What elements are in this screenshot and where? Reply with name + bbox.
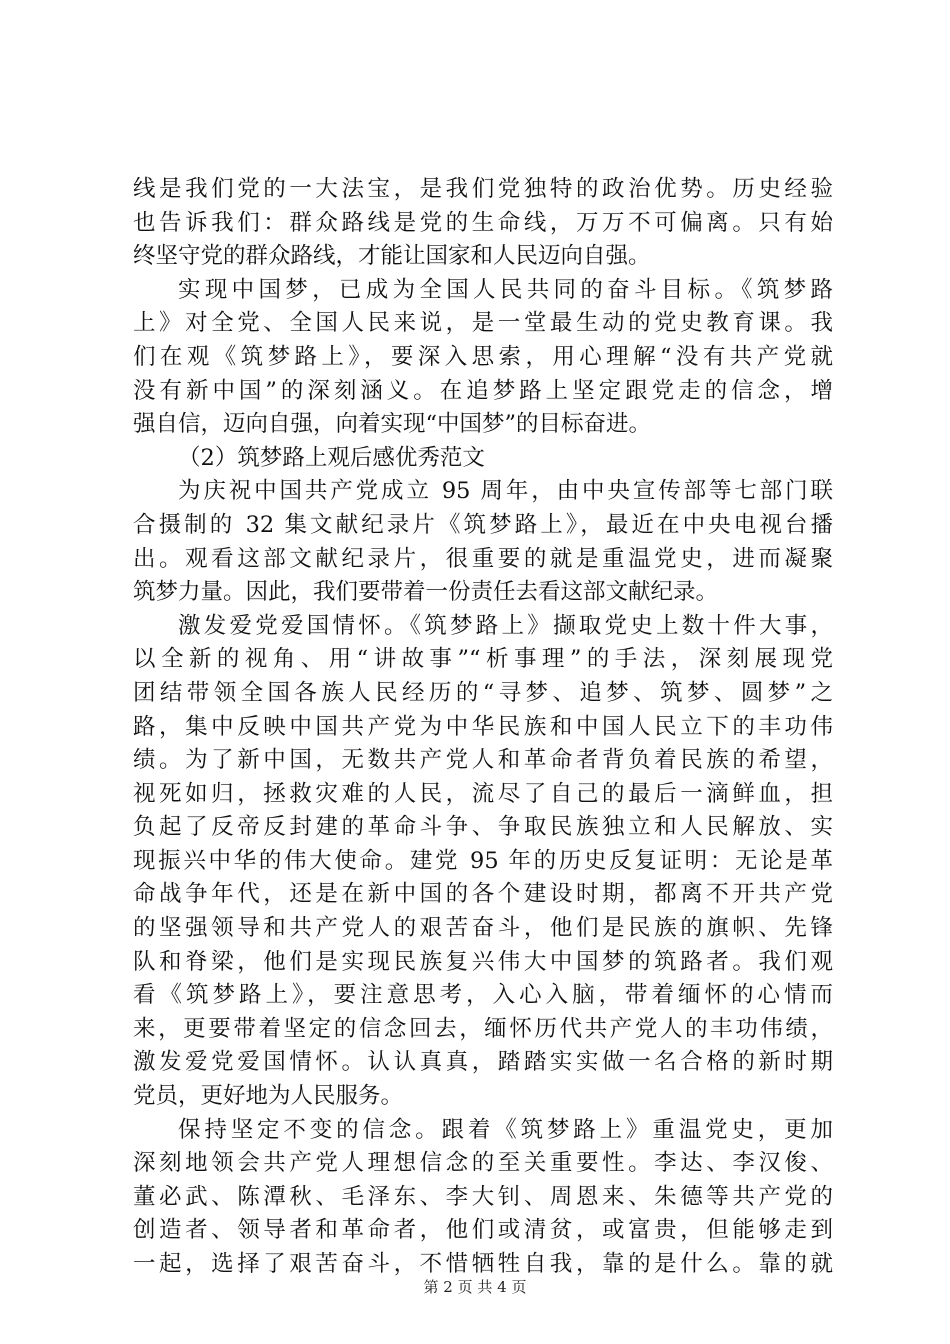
text-line: 绩。为了新中国，无数共产党人和革命者背负着民族的希望，	[133, 747, 833, 774]
text-line: 保持坚定不变的信念。跟着《筑梦路上》重温党史，更加	[178, 1116, 833, 1143]
text-line: 为庆祝中国共产党成立 95 周年，由中央宣传部等七部门联	[178, 478, 833, 505]
text-line: 合摄制的 32 集文献纪录片《筑梦路上》，最近在中央电视台播	[133, 511, 833, 538]
text-line: 董必武、陈潭秋、毛泽东、李大钊、周恩来、朱德等共产党的	[133, 1183, 833, 1210]
section-heading-text: （2）筑梦路上观后感优秀范文	[178, 444, 485, 471]
text-line: 负起了反帝反封建的革命斗争、争取民族独立和人民解放、实	[133, 814, 833, 841]
text-line: 强自信，迈向自强，向着实现“中国梦”的目标奋进。	[133, 411, 652, 438]
text-line: 们在观《筑梦路上》，要深入思索，用心理解“没有共产党就	[133, 343, 833, 370]
text-line: 激发爱党爱国情怀。《筑梦路上》撷取党史上数十件大事，	[178, 612, 833, 639]
text-line: 没有新中国”的深刻涵义。在追梦路上坚定跟党走的信念，增	[133, 377, 833, 404]
text-line: 以全新的视角、用“讲故事”“析事理”的手法，深刻展现党	[133, 646, 833, 673]
text-line: 党员，更好地为人民服务。	[133, 1083, 404, 1110]
text-line: 团结带领全国各族人民经历的“寻梦、追梦、筑梦、圆梦”之	[133, 679, 833, 706]
text-line: 筑梦力量。因此，我们要带着一份责任去看这部文献纪录。	[133, 579, 719, 606]
text-line: 路，集中反映中国共产党为中华民族和中国人民立下的丰功伟	[133, 713, 833, 740]
text-line: 队和脊梁，他们是实现民族复兴伟大中国梦的筑路者。我们观	[133, 948, 833, 975]
text-line: 实现中国梦，已成为全国人民共同的奋斗目标。《筑梦路	[178, 276, 833, 303]
page-footer	[0, 1277, 950, 1297]
text-line: 上》对全党、全国人民来说，是一堂最生动的党史教育课。我	[133, 310, 833, 337]
document-body	[133, 173, 833, 1282]
text-line: 现振兴中华的伟大使命。建党 95 年的历史反复证明：无论是革	[133, 847, 833, 874]
paragraph-belief	[133, 1114, 833, 1282]
text-line: 来，更要带着坚定的信念回去，缅怀历代共产党人的丰功伟绩，	[133, 1015, 833, 1042]
text-line: 也告诉我们：群众路线是党的生命线，万万不可偏离。只有始	[133, 209, 833, 236]
text-line: 线是我们党的一大法宝，是我们党独特的政治优势。历史经验	[133, 176, 833, 202]
text-line: 创造者、领导者和革命者，他们或清贫，或富贵，但能够走到	[133, 1217, 833, 1244]
paragraph-celebration	[133, 475, 833, 609]
text-line: 终坚守党的群众路线，才能让国家和人民迈向自强。	[133, 243, 651, 270]
text-line: 看《筑梦路上》，要注意思考，入心入脑，带着缅怀的心情而	[133, 982, 833, 1009]
paragraph-chinese-dream	[133, 274, 833, 442]
page-number: 第 2 页 共 4 页	[423, 1278, 527, 1296]
text-line: 命战争年代，还是在新中国的各个建设时期，都离不开共产党	[133, 881, 833, 908]
text-line: 一起，选择了艰苦奋斗，不惜牺牲自我，靠的是什么。靠的就	[133, 1251, 833, 1277]
text-line: 激发爱党爱国情怀。认认真真，踏踏实实做一名合格的新时期	[133, 1049, 833, 1076]
paragraph-continuation	[133, 173, 833, 274]
text-line: 视死如归，拯救灾难的人民，流尽了自己的最后一滴鲜血，担	[133, 780, 833, 807]
text-line: 出。观看这部文献纪录片，很重要的就是重温党史，进而凝聚	[133, 545, 833, 572]
paragraph-patriotism	[133, 610, 833, 1114]
text-line: 深刻地领会共产党人理想信念的至关重要性。李达、李汉俊、	[133, 1150, 833, 1177]
text-line: 的坚强领导和共产党人的艰苦奋斗，他们是民族的旗帜、先锋	[133, 915, 833, 942]
section-heading	[133, 442, 833, 476]
